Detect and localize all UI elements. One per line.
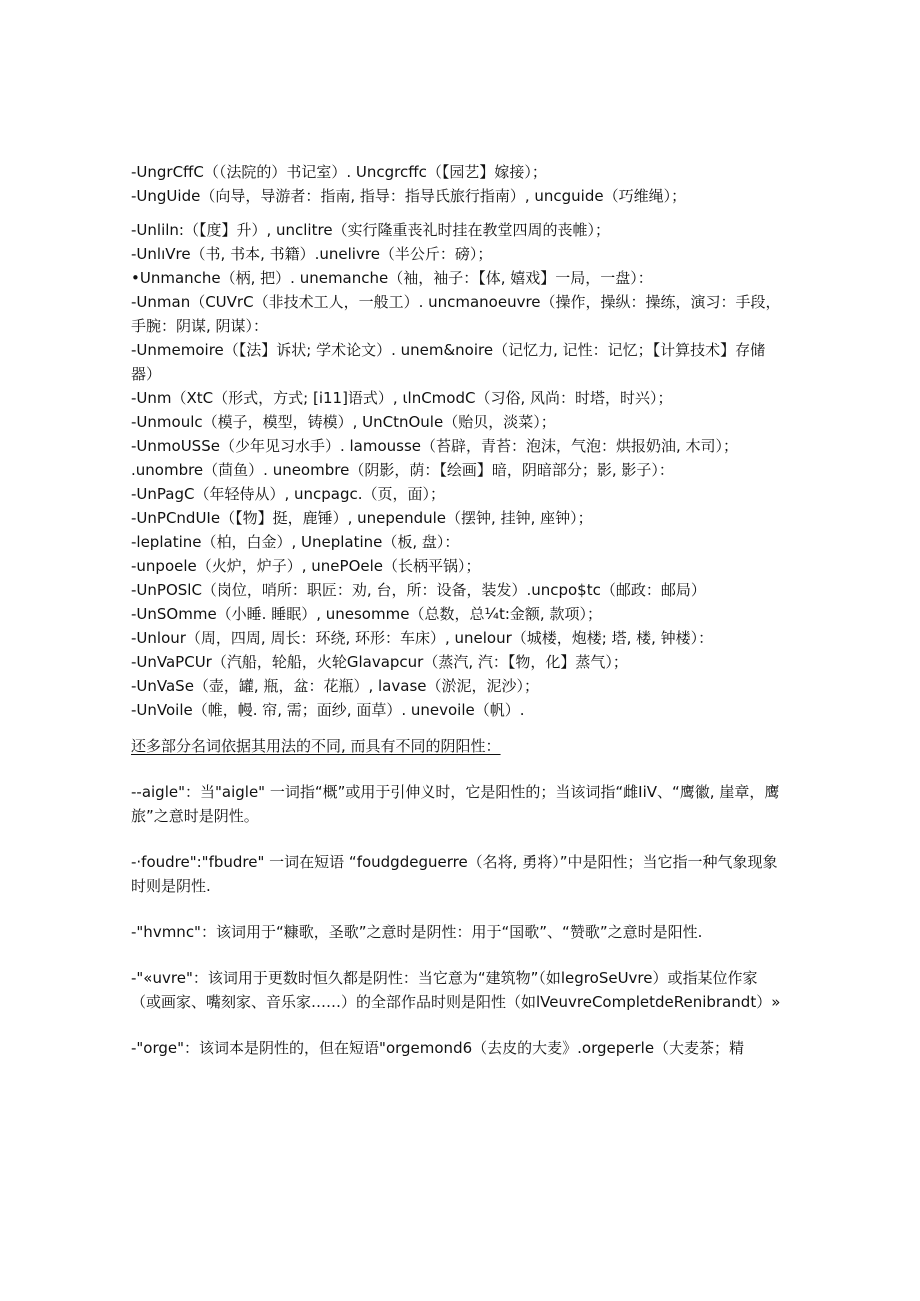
entry-line: -UnPOSlC（岗位，哨所：职匠：劝, 台，所：设备，装发）.uncpo$tc（邮政：邮局）: [131, 581, 706, 599]
entry-line: -Unm（XtC（形式，方式; [i11]语式）, ιlnCmodC（习俗, 风尚：时塔，时兴）；: [131, 389, 673, 407]
paragraph: --aigle"：当"aigle" 一词指“概”或用于引伸义时，它是阳性的；当该词指“雌IiV、“鹰徽, 崖章，鹰旅”之意时是阴性。: [131, 783, 780, 825]
entry-line: -UnmoUSSe（少年见习水手）. lamousse（苔辟，青苔：泡沫，气泡：烘报奶油, 木司）；: [131, 437, 739, 455]
entry-line: •Unmanche（柄, 把）. unemanche（袖，袖子：【体, 嬉戏】一局，一盘）：: [131, 269, 653, 287]
entry-line: -leplatine（柏，白金）, Uneplatine（板, 盘）：: [131, 533, 460, 551]
paragraph: -"hvmnc"：该词用于“糠歌，圣歌”之意时是阴性：用于“国歌”、“赞歌”之意时是阳性.: [131, 923, 703, 941]
entry-line: -UnSOmme（小睡. 睡眠）, unesomme（总数，总¼t:金额, 款项）；: [131, 605, 602, 623]
document-body: [131, 160, 781, 1060]
entry-line: -Unmoulc（模子，模型，铸模）, UnCtnOule（贻贝，淡菜）；: [131, 413, 556, 431]
entry-line: -UnVoile（帷，幔. 帘, 需；面纱, 面草）. unevoile（帆）.: [131, 701, 525, 719]
entry-line: .unombre（茴鱼）. uneombre（阴影，荫：【绘画】暗，阴暗部分；影, 影子）：: [131, 461, 674, 479]
entry-line: -UnVaSe（壶，罐, 瓶，盆：花瓶）, lavase（淤泥，泥沙）；: [131, 677, 539, 695]
entry-line: -UnPagC（年轻侍从）, uncpagc.（页，面）；: [131, 485, 446, 503]
entry-line: -UnlıVre（书, 书本, 书籍）.unelivre（半公斤：磅）；: [131, 245, 493, 263]
section-heading: 还多部分名词依据其用法的不同, 而具有不同的阴阳性：: [131, 737, 501, 755]
entry-line: -UngrCffC（（法院的）书记室）. Uncgrcffc（【园艺】嫁接）；: [131, 163, 547, 181]
entry-line: -Unliln:（【度】升）, unclitre（实行隆重丧礼时挂在教堂四周的丧帷）；: [131, 221, 611, 239]
paragraph: -·foudre":"fbudre" 一词在短语 “foudgdeguerre（名将, 勇将）”中是阳性；当它指一种气象现象时则是阴性.: [131, 853, 778, 895]
paragraph: -"«uvre"：该词用于更数时恒久都是阴性：当它意为“建筑物”（如legroSeUvre）或指某位作家（或画家、嘴刻家、音乐家……）的全部作品时则是阳性（如lVeuvreCompletdeRenibrandt）»: [131, 969, 781, 1011]
entry-line: -Unman（CUVrC（非技术工人，一般工）. uncmanoeuvre（操作，操纵：操练，演习：手段，手腕：阴谋, 阴谋）：: [131, 293, 781, 335]
entry-line: -unpoele（火炉，炉子）, unePOele（长柄平锅）；: [131, 557, 481, 575]
entry-line: -Unlour（周，四周, 周长：环绕, 环形：车床）, unelour（城楼，炮楼; 塔, 楼, 钟楼）：: [131, 629, 714, 647]
paragraph: -"orge"：该词本是阴性的，但在短语"orgemond6（去皮的大麦》.orgeperle（大麦茶；精: [131, 1039, 745, 1057]
entry-line: -UnPCndUIe（【物】挺，鹿锤）, unependule（摆钟, 挂钟, 座钟）；: [131, 509, 593, 527]
entry-line: -UngUide（向导，导游者：指南, 指导：指导氏旅行指南）, uncguide（巧维绳）；: [131, 187, 687, 205]
entry-line: -Unmemoire（【法】诉状; 学术论文）. unem&noire（记忆力, 记性：记忆；【计算技术】存储器）: [131, 341, 766, 383]
entry-line: -UnVaPCUr（汽船，轮船，火轮Glavapcur（蒸汽, 汽：【物，化】蒸气）；: [131, 653, 628, 671]
